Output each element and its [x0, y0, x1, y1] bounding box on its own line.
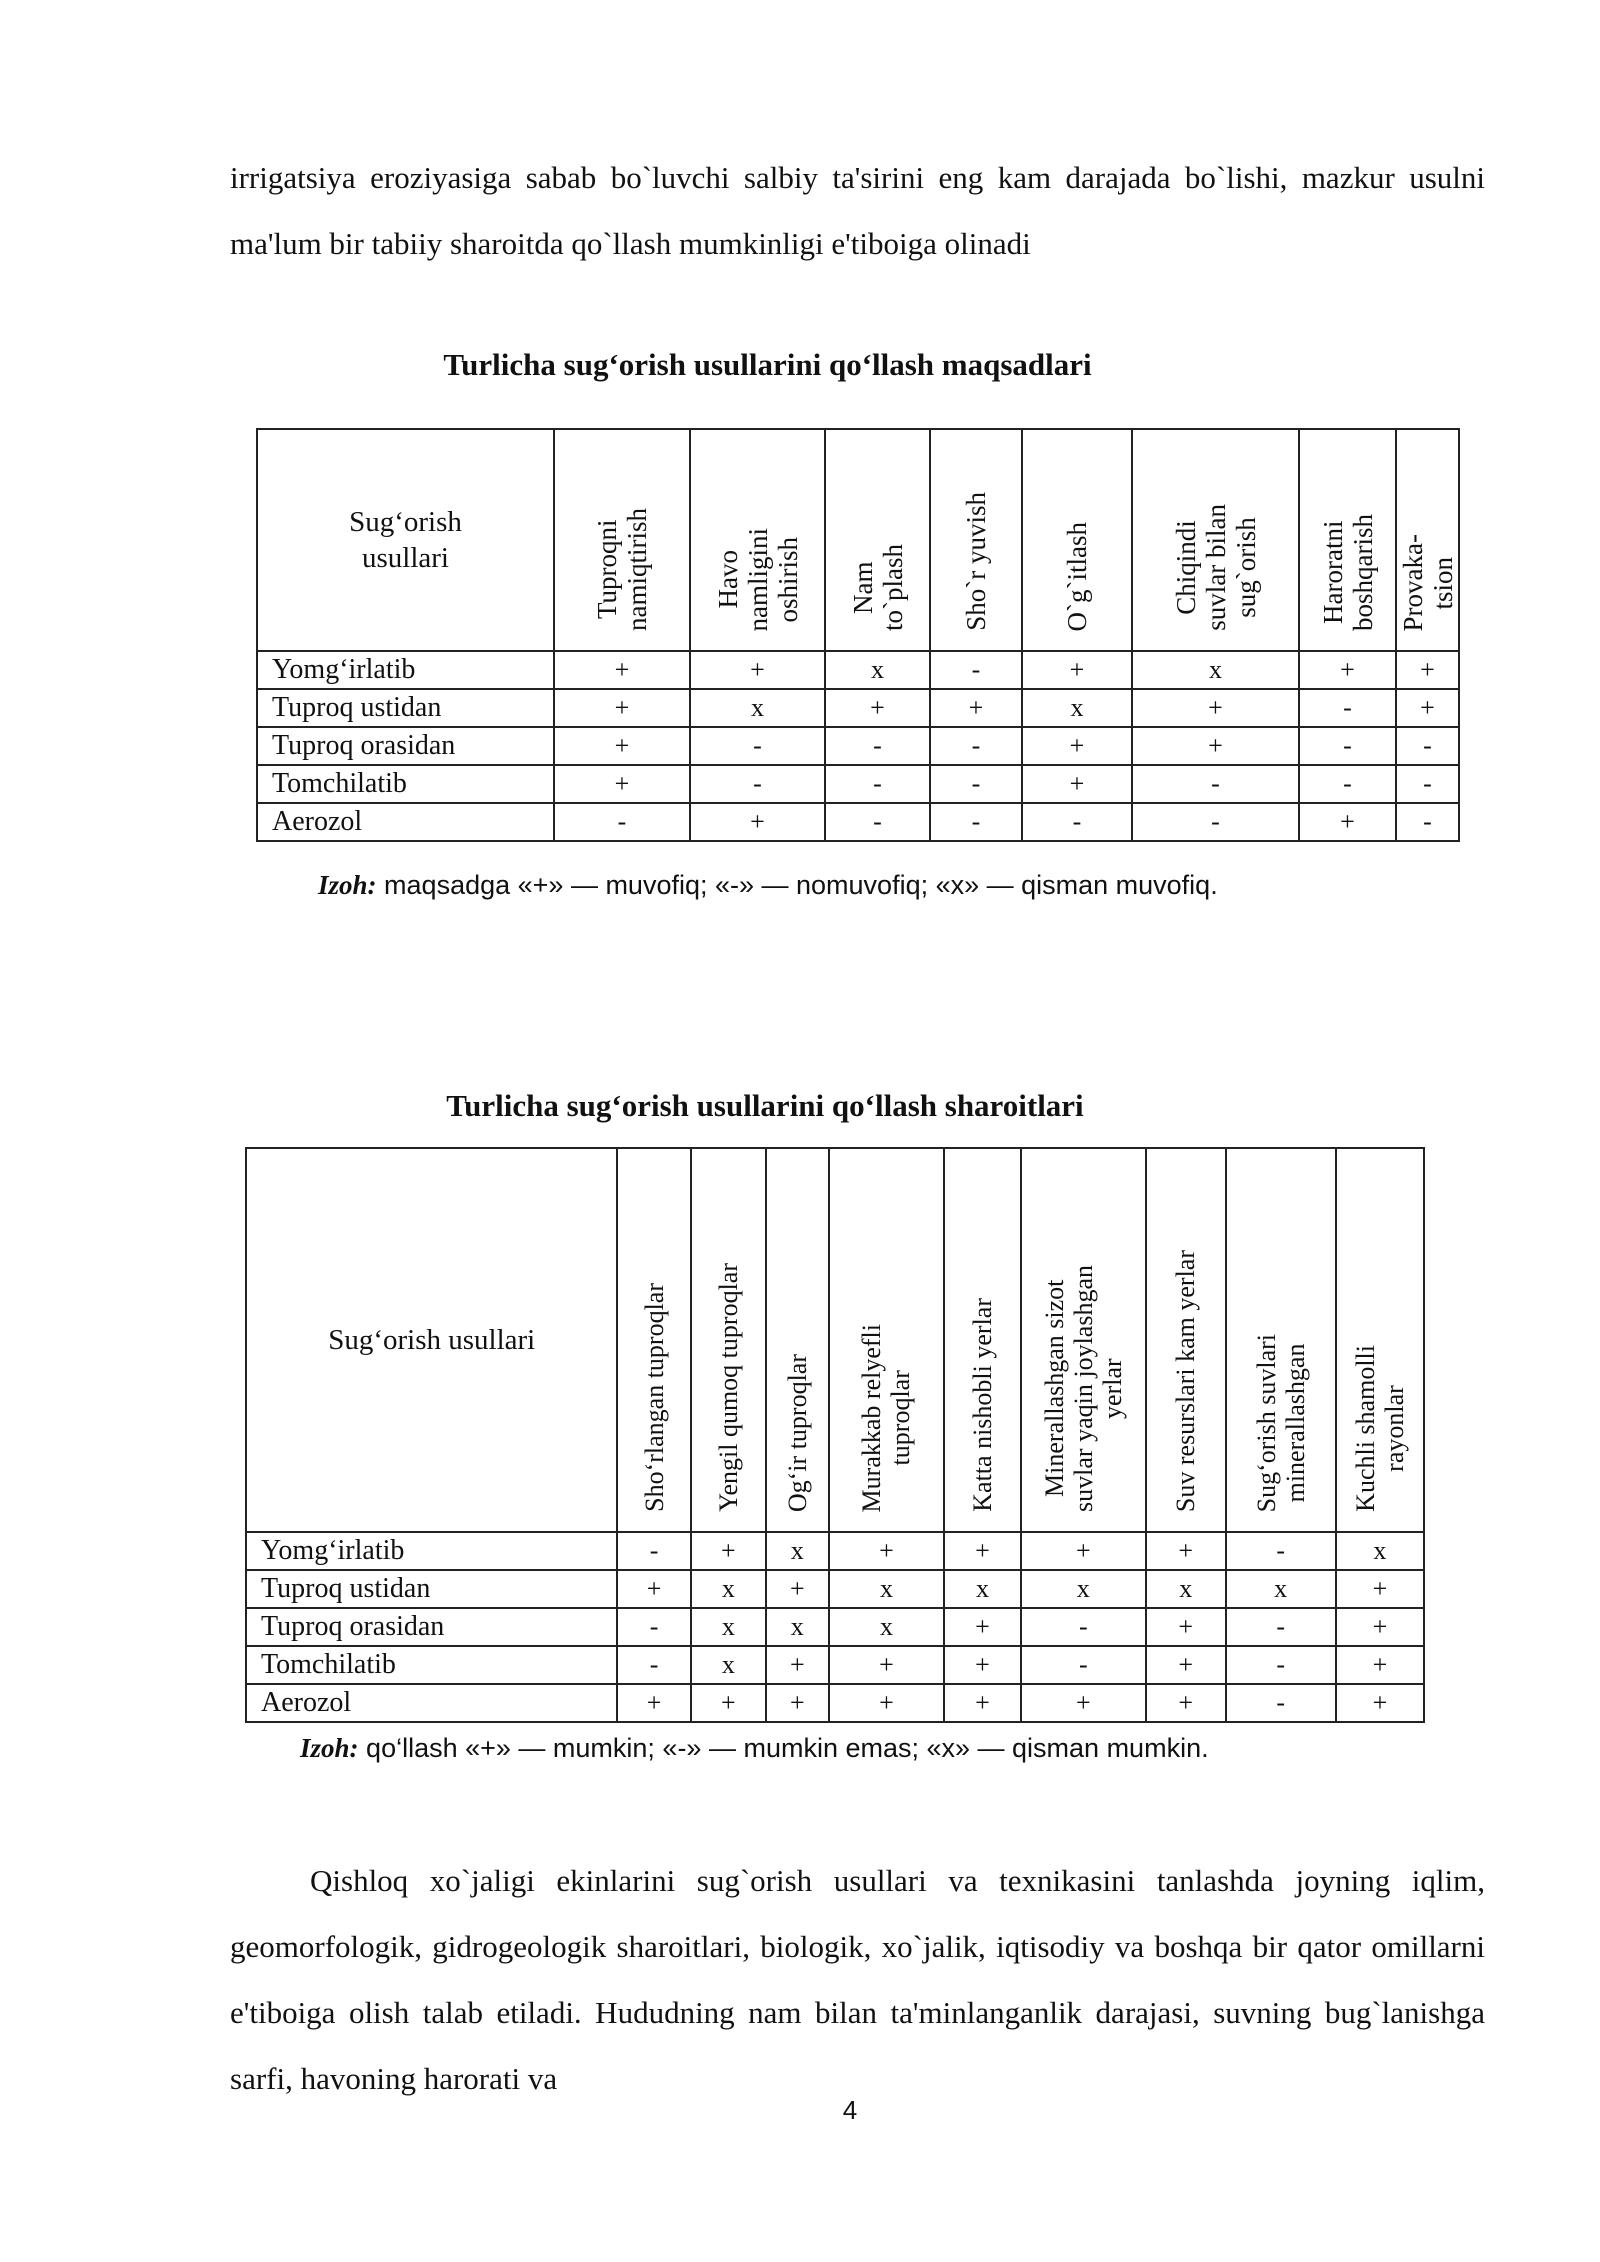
table-irrigation-conditions: [245, 1147, 1425, 1723]
table-cell: +: [944, 1684, 1020, 1722]
table-row: [257, 727, 1459, 765]
table-cell: -: [930, 803, 1022, 841]
table1-col-header: Havo namligini oshirish: [690, 429, 825, 651]
table-row: [246, 1646, 1424, 1684]
paragraph-bottom: Qishloq xo`jaligi ekinlarini sug`orish usullari va texnikasini tanlashda joyning iqlim, geomorfologik, gidrogeologik sharoitlari, biologik, xo`jalik, iqtisodiy va boshqa bir qator omillarni e'tiboiga olish talab etiladi. Hududning nam bilan ta'minlanganlik darajasi, suvning bug`lanishga sarfi, havoning harorati va: [230, 1863, 1485, 2096]
paragraph-top: irrigatsiya eroziyasiga sabab bo`luvchi salbiy ta'sirini eng kam darajada bo`lishi, mazkur usulni ma'lum bir tabiiy sharoitda qo`llash mumkinligi e'tiboiga olinadi: [230, 160, 1485, 261]
table-cell: -: [930, 765, 1022, 803]
table-cell: -: [1299, 689, 1396, 727]
table-cell: +: [554, 765, 690, 803]
table-cell: -: [1022, 803, 1132, 841]
row-label: Tuproq orasidan: [257, 727, 554, 765]
table-cell: +: [690, 651, 825, 689]
table-cell: +: [691, 1532, 766, 1570]
table-cell: -: [1226, 1684, 1336, 1722]
table-cell: +: [1299, 651, 1396, 689]
table-cell: -: [1021, 1646, 1146, 1684]
table-cell: -: [690, 727, 825, 765]
table-cell: x: [1132, 651, 1299, 689]
row-label: Yomg‘irlatib: [257, 651, 554, 689]
table-cell: x: [766, 1608, 829, 1646]
table1-col-header: Chiqindi suvlar bilan sug`orish: [1132, 429, 1299, 651]
table-cell: -: [1226, 1532, 1336, 1570]
table-row: [257, 803, 1459, 841]
table-cell: +: [554, 689, 690, 727]
table-cell: -: [930, 727, 1022, 765]
table-cell: +: [617, 1684, 690, 1722]
table2-col-header: Sho‘rlangan tuproqlar: [617, 1148, 690, 1532]
table-row: [246, 1608, 1424, 1646]
row-label: Yomg‘irlatib: [246, 1532, 617, 1570]
table2-col-header: Yengil qumoq tuproqlar: [691, 1148, 766, 1532]
table-cell: +: [766, 1684, 829, 1722]
table2-corner-header: Sug‘orish usullari: [246, 1148, 617, 1532]
table-cell: +: [1021, 1532, 1146, 1570]
table-row: [246, 1570, 1424, 1608]
table-row: [246, 1532, 1424, 1570]
table-cell: x: [691, 1646, 766, 1684]
table-row: [257, 651, 1459, 689]
table-cell: -: [825, 803, 930, 841]
table-cell: +: [944, 1532, 1020, 1570]
table1-corner-header: Sug‘orish usullari: [257, 429, 554, 651]
table-cell: +: [829, 1646, 945, 1684]
table2-title: Turlicha sug‘orish usullarini qo‘llash sharoitlari: [446, 1088, 1084, 1123]
table-cell: -: [690, 765, 825, 803]
table-cell: +: [829, 1684, 945, 1722]
table-cell: +: [691, 1684, 766, 1722]
table-cell: +: [617, 1570, 690, 1608]
table-cell: +: [1022, 765, 1132, 803]
page-number: 4: [842, 2095, 858, 2125]
table-cell: +: [1132, 727, 1299, 765]
table-cell: +: [1022, 651, 1132, 689]
table-cell: -: [617, 1646, 690, 1684]
table-cell: -: [554, 803, 690, 841]
table-cell: -: [1132, 765, 1299, 803]
table-cell: -: [1226, 1608, 1336, 1646]
table-cell: -: [1132, 803, 1299, 841]
table2-col-header: Sug‘orish suvlari minerallashgan: [1226, 1148, 1336, 1532]
table-cell: -: [1021, 1608, 1146, 1646]
table-cell: +: [1021, 1684, 1146, 1722]
table-cell: +: [825, 689, 930, 727]
table1-col-header: O`g`itlash: [1022, 429, 1132, 651]
table-cell: +: [1336, 1608, 1424, 1646]
table-row: [257, 765, 1459, 803]
table-cell: x: [944, 1570, 1020, 1608]
table-cell: -: [1396, 803, 1459, 841]
row-label: Aerozol: [257, 803, 554, 841]
table-cell: +: [1299, 803, 1396, 841]
row-label: Tuproq orasidan: [246, 1608, 617, 1646]
table-cell: -: [1396, 765, 1459, 803]
table-cell: x: [1022, 689, 1132, 727]
row-label: Aerozol: [246, 1684, 617, 1722]
table-cell: x: [1021, 1570, 1146, 1608]
table-cell: x: [1146, 1570, 1226, 1608]
table2-col-header: Suv resurslari kam yerlar: [1146, 1148, 1226, 1532]
table-cell: x: [1226, 1570, 1336, 1608]
table-cell: +: [1022, 727, 1132, 765]
table2-col-header: Katta nishobli yerlar: [944, 1148, 1020, 1532]
table-cell: +: [1146, 1608, 1226, 1646]
table-cell: +: [1146, 1646, 1226, 1684]
table-cell: +: [1336, 1684, 1424, 1722]
table-cell: +: [1146, 1684, 1226, 1722]
row-label: Tuproq ustidan: [246, 1570, 617, 1608]
table1-title: Turlicha sug‘orish usullarini qo‘llash maqsadlari: [443, 347, 1092, 382]
table-cell: -: [617, 1608, 690, 1646]
table-row: [246, 1684, 1424, 1722]
table-cell: -: [930, 651, 1022, 689]
table-cell: +: [829, 1532, 945, 1570]
table-cell: x: [691, 1608, 766, 1646]
table-cell: +: [1336, 1570, 1424, 1608]
table2-col-header: Minerallashgan sizot suvlar yaqin joylashgan yerlar: [1021, 1148, 1146, 1532]
table-cell: +: [1396, 651, 1459, 689]
table-cell: +: [1132, 689, 1299, 727]
table-cell: +: [1336, 1646, 1424, 1684]
table1-col-header: Sho`r yuvish: [930, 429, 1022, 651]
table-cell: x: [690, 689, 825, 727]
table1-col-header: Tuproqni namiqtirish: [554, 429, 690, 651]
table1-note: Izoh: maqsadga «+» — muvofiq; «-» — nomuvofiq; «x» — qisman muvofiq.: [318, 870, 1218, 900]
table2-col-header: Murakkab relyefli tuproqlar: [829, 1148, 945, 1532]
table-cell: -: [825, 727, 930, 765]
table-cell: +: [1396, 689, 1459, 727]
table-cell: -: [1396, 727, 1459, 765]
table1-col-header: Provaka- tsion: [1396, 429, 1459, 651]
row-label: Tuproq ustidan: [257, 689, 554, 727]
table-cell: -: [825, 765, 930, 803]
table-irrigation-purposes: [256, 428, 1460, 842]
table-cell: x: [829, 1570, 945, 1608]
table-cell: +: [944, 1608, 1020, 1646]
table2-col-header: Og‘ir tuproqlar: [766, 1148, 829, 1532]
table2-note: Izoh: qo‘llash «+» — mumkin; «-» — mumkin emas; «x» — qisman mumkin.: [300, 1733, 1209, 1763]
table-cell: +: [944, 1646, 1020, 1684]
table-row: [257, 689, 1459, 727]
table-cell: -: [1226, 1646, 1336, 1684]
table-cell: +: [1146, 1532, 1226, 1570]
table-cell: +: [766, 1570, 829, 1608]
table-cell: x: [829, 1608, 945, 1646]
table1-col-header: Nam to`plash: [825, 429, 930, 651]
table2-col-header: Kuchli shamolli rayonlar: [1336, 1148, 1424, 1532]
table-cell: -: [617, 1532, 690, 1570]
table1-col-header: Haroratni boshqarish: [1299, 429, 1396, 651]
row-label: Tomchilatib: [246, 1646, 617, 1684]
table-cell: +: [554, 727, 690, 765]
table-cell: -: [1299, 727, 1396, 765]
table-cell: +: [766, 1646, 829, 1684]
table-cell: x: [1336, 1532, 1424, 1570]
table-cell: x: [766, 1532, 829, 1570]
table-cell: x: [691, 1570, 766, 1608]
table-cell: +: [554, 651, 690, 689]
table-cell: +: [690, 803, 825, 841]
row-label: Tomchilatib: [257, 765, 554, 803]
table-cell: -: [1299, 765, 1396, 803]
table-cell: +: [930, 689, 1022, 727]
table-cell: x: [825, 651, 930, 689]
